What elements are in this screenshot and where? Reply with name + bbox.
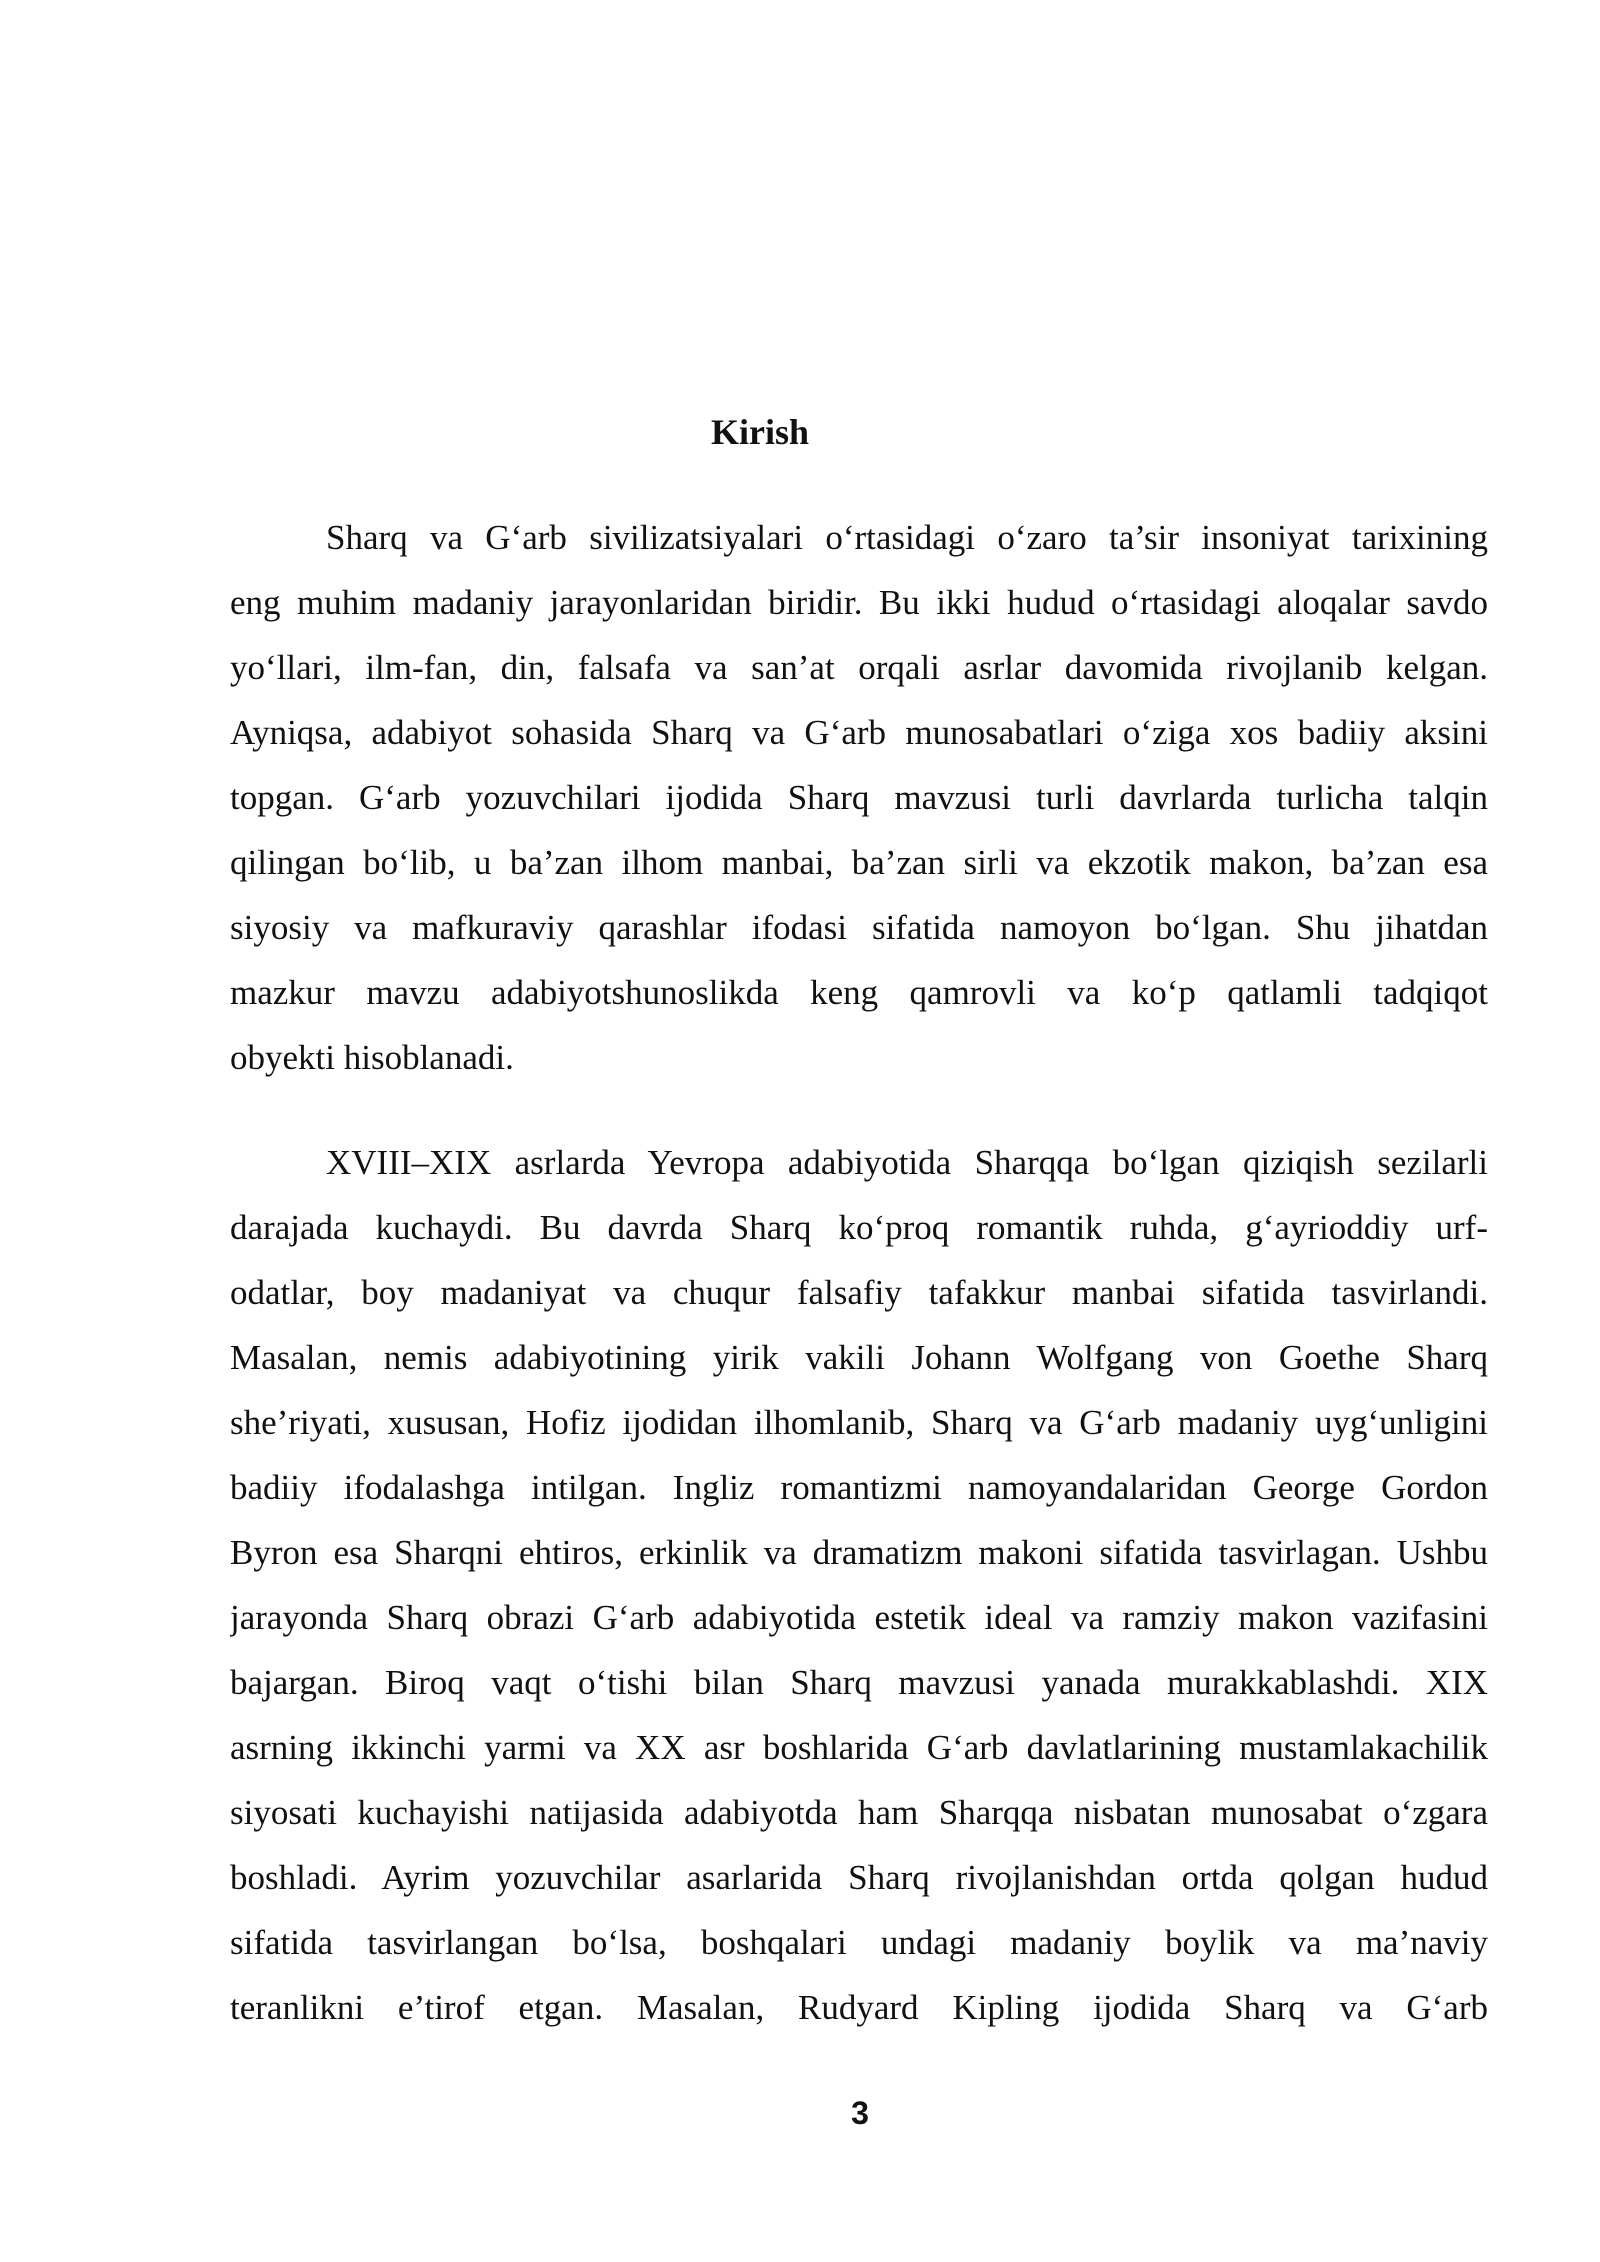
text-line: Sharq va G‘arb sivilizatsiyalari o‘rtasidagi o‘zaro ta’sir insoniyat tarixining: [326, 518, 1488, 557]
paragraph-2: [230, 1130, 1488, 2040]
text-line: siyosati kuchayishi natijasida adabiyotda ham Sharqqa nisbatan munosabat o‘zgara: [230, 1793, 1488, 1832]
text-line: Ayniqsa, adabiyot sohasida Sharq va G‘arb munosabatlari o‘ziga xos badiiy aksini: [230, 713, 1488, 752]
text-line: topgan. G‘arb yozuvchilari ijodida Sharq mavzusi turli davrlarda turlicha talqin: [230, 778, 1488, 817]
text-line: mazkur mavzu adabiyotshunoslikda keng qamrovli va ko‘p qatlamli tadqiqot: [230, 973, 1488, 1012]
text-line: eng muhim madaniy jarayonlaridan biridir. Bu ikki hudud o‘rtasidagi aloqalar savdo: [230, 583, 1488, 622]
text-line: jarayonda Sharq obrazi G‘arb adabiyotida estetik ideal va ramziy makon vazifasini: [230, 1598, 1488, 1637]
text-line: asrning ikkinchi yarmi va XX asr boshlarida G‘arb davlatlarining mustamlakachilik: [230, 1728, 1488, 1767]
page-title: Kirish: [710, 412, 809, 452]
text-line: she’riyati, xususan, Hofiz ijodidan ilhomlanib, Sharq va G‘arb madaniy uyg‘unligini: [230, 1403, 1488, 1442]
paragraph-1: [230, 505, 1488, 1090]
text-line: yo‘llari, ilm-fan, din, falsafa va san’at orqali asrlar davomida rivojlanib kelgan.: [230, 648, 1488, 687]
text-line: obyekti hisoblanadi.: [230, 1038, 514, 1077]
text-line: boshladi. Ayrim yozuvchilar asarlarida Sharq rivojlanishdan ortda qolgan hudud: [230, 1858, 1488, 1897]
text-line: darajada kuchaydi. Bu davrda Sharq ko‘proq romantik ruhda, g‘ayrioddiy urf-: [230, 1208, 1488, 1247]
text-line: Byron esa Sharqni ehtiros, erkinlik va dramatizm makoni sifatida tasvirlagan. Ushbu: [230, 1533, 1488, 1572]
text-line: siyosiy va mafkuraviy qarashlar ifodasi sifatida namoyon bo‘lgan. Shu jihatdan: [230, 908, 1488, 947]
text-line: bajargan. Biroq vaqt o‘tishi bilan Sharq mavzusi yanada murakkablashdi. XIX: [230, 1663, 1488, 1702]
text-line: teranlikni e’tirof etgan. Masalan, Rudyard Kipling ijodida Sharq va G‘arb: [230, 1988, 1488, 2027]
text-line: Masalan, nemis adabiyotining yirik vakili Johann Wolfgang von Goethe Sharq: [230, 1338, 1488, 1377]
page-number: 3: [851, 2095, 869, 2131]
text-line: sifatida tasvirlangan bo‘lsa, boshqalari undagi madaniy boylik va ma’naviy: [230, 1923, 1488, 1962]
text-line: odatlar, boy madaniyat va chuqur falsafiy tafakkur manbai sifatida tasvirlandi.: [230, 1273, 1488, 1312]
text-line: XVIII–XIX asrlarda Yevropa adabiyotida Sharqqa bo‘lgan qiziqish sezilarli: [326, 1143, 1488, 1182]
text-line: badiiy ifodalashga intilgan. Ingliz romantizmi namoyandalaridan George Gordon: [230, 1468, 1488, 1507]
text-line: qilingan bo‘lib, u ba’zan ilhom manbai, ba’zan sirli va ekzotik makon, ba’zan esa: [230, 843, 1488, 882]
